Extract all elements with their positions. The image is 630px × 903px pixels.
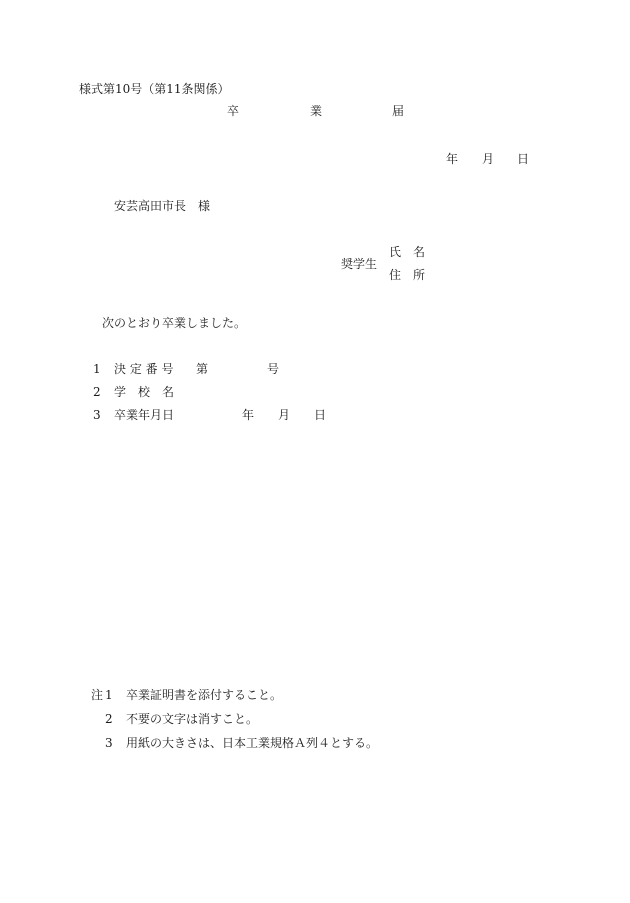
form-number: 様式第10号（第11条関係） (79, 82, 230, 96)
item-3-year: 年 (242, 408, 255, 422)
item-1-number: 1 (93, 362, 101, 376)
item-1-prefix: 第 (196, 362, 209, 376)
date-day: 日 (517, 152, 530, 166)
title-char-2: 業 (310, 104, 323, 118)
note-2-number: 2 (105, 712, 113, 726)
note-3-text: 用紙の大きさは、日本工業規格Ａ列４とする。 (126, 736, 379, 750)
date-month: 月 (482, 152, 495, 166)
item-3-day: 日 (314, 408, 327, 422)
item-1-suffix: 号 (267, 362, 280, 376)
title-char-3: 届 (392, 104, 405, 118)
note-3-number: 3 (105, 736, 113, 750)
item-3-number: 3 (93, 408, 101, 422)
note-1-number: 1 (105, 688, 113, 702)
applicant-address-label: 住 所 (389, 268, 426, 282)
item-1-label: 決 定 番 号 (114, 362, 174, 376)
notes-prefix: 注 (91, 688, 104, 702)
applicant-name-label: 氏 名 (389, 245, 426, 259)
item-3-label: 卒業年月日 (114, 408, 175, 422)
applicant-role: 奨学生 (341, 257, 378, 271)
title-char-1: 卒 (227, 104, 240, 118)
statement: 次のとおり卒業しました。 (102, 316, 247, 330)
item-2-number: 2 (93, 385, 101, 399)
addressee: 安芸高田市長 様 (114, 199, 211, 213)
note-1-text: 卒業証明書を添付すること。 (126, 688, 283, 702)
item-2-label: 学 校 名 (114, 385, 175, 399)
date-year: 年 (446, 152, 459, 166)
note-2-text: 不要の文字は消すこと。 (126, 712, 259, 726)
item-3-month: 月 (278, 408, 291, 422)
